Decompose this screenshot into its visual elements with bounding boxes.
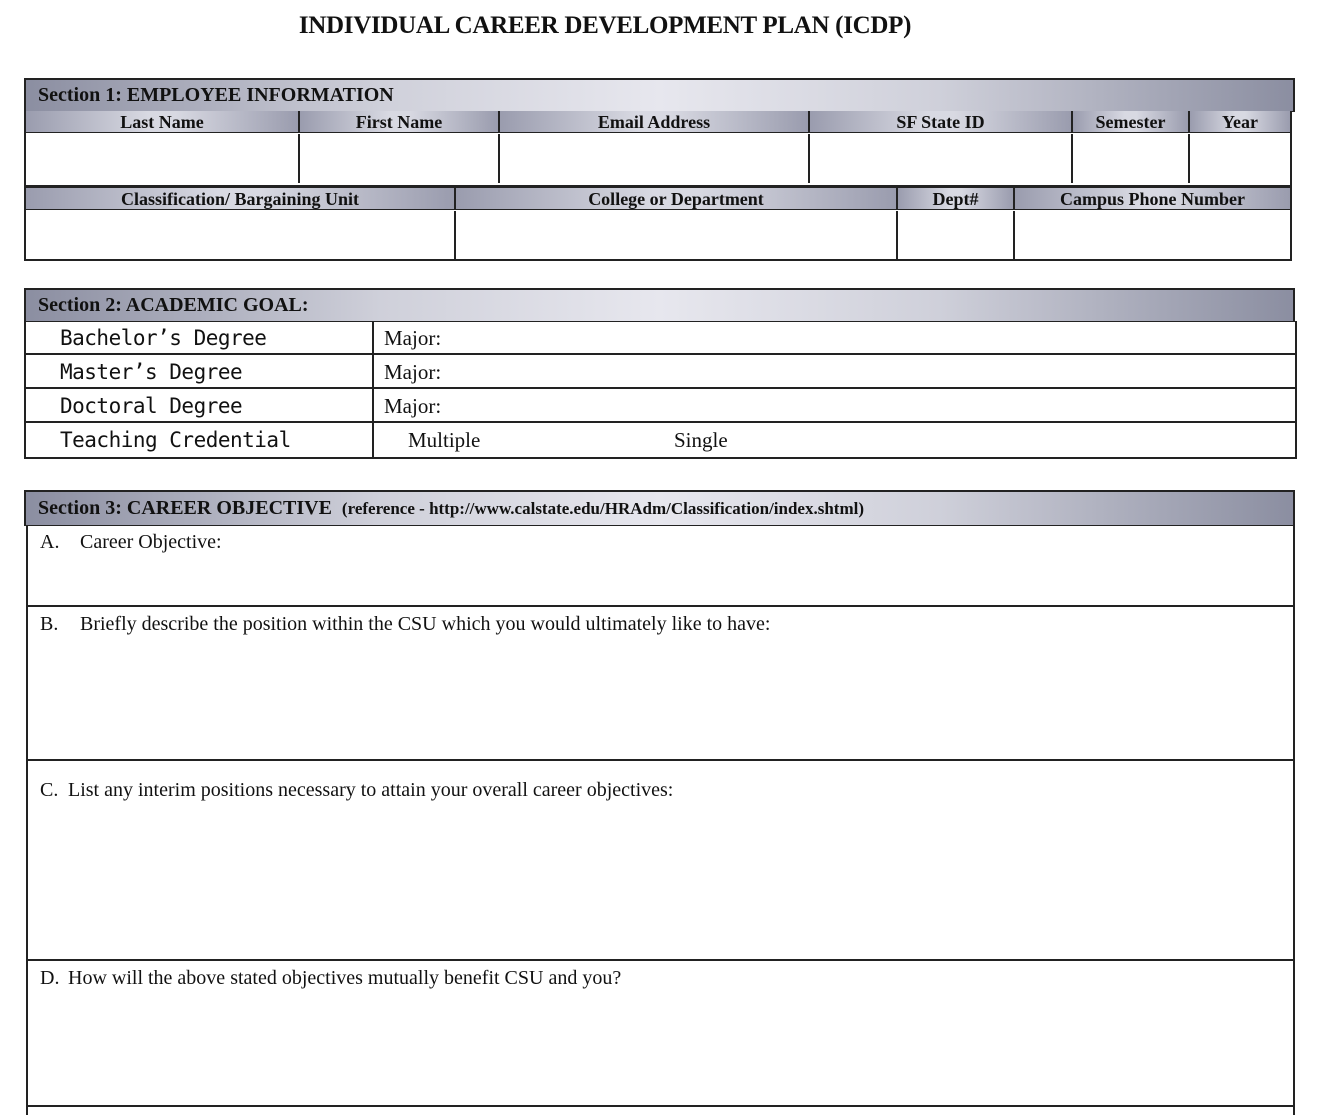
col-year: Year (1190, 111, 1290, 133)
academic-row-masters (26, 355, 1295, 389)
credential-single-option[interactable]: Single (674, 428, 728, 452)
column-divider (372, 389, 374, 421)
mutual-benefit-row[interactable] (28, 961, 1293, 1107)
section3-reference-link: (reference - http://www.calstate.edu/HRAdm/Classification/index.shtml) (341, 498, 864, 518)
last-name-field[interactable] (26, 134, 300, 183)
question-d-text: How will the above stated objectives mutually benefit CSU and you? (68, 967, 622, 989)
col-dept-number: Dept# (898, 188, 1015, 210)
employee-info-row2 (24, 186, 1292, 261)
section3-header (24, 490, 1295, 526)
teaching-credential-label: Teaching Credential (60, 428, 291, 452)
column-divider (372, 355, 374, 387)
dept-number-field[interactable] (898, 211, 1015, 259)
col-last-name: Last Name (26, 111, 300, 133)
doctoral-major-field[interactable]: Major: (384, 394, 442, 418)
col-sf-state-id: SF State ID (810, 111, 1073, 133)
section1-title: Section 1: EMPLOYEE INFORMATION (38, 84, 394, 106)
question-b-text: Briefly describe the position within the CSU which you would ultimately like to have: (80, 613, 771, 635)
first-name-field[interactable] (300, 134, 500, 183)
question-d-letter: D. (40, 967, 60, 989)
col-classification: Classification/ Bargaining Unit (26, 188, 456, 210)
doctoral-degree-label: Doctoral Degree (60, 394, 243, 418)
semester-field[interactable] (1073, 134, 1190, 183)
question-a (40, 531, 222, 554)
col-semester: Semester (1073, 111, 1190, 133)
academic-row-doctoral (26, 389, 1295, 423)
masters-major-field[interactable]: Major: (384, 360, 442, 384)
ultimate-position-row[interactable] (28, 607, 1293, 761)
academic-row-credential (26, 423, 1295, 457)
college-department-field[interactable] (456, 211, 898, 259)
question-c-letter: C. (40, 779, 59, 801)
bachelors-major-field[interactable]: Major: (384, 326, 442, 350)
sf-state-id-field[interactable] (810, 134, 1073, 183)
question-d (40, 967, 621, 990)
question-a-text: Career Objective: (80, 531, 222, 553)
question-a-letter: A. (40, 531, 60, 553)
classification-field[interactable] (26, 211, 456, 259)
interim-positions-row[interactable] (28, 761, 1293, 961)
masters-degree-label: Master’s Degree (60, 360, 243, 384)
bachelors-degree-label: Bachelor’s Degree (60, 326, 267, 350)
document-title: INDIVIDUAL CAREER DEVELOPMENT PLAN (ICDP) (298, 12, 912, 39)
col-college-department: College or Department (456, 188, 898, 210)
year-field[interactable] (1190, 134, 1290, 183)
question-b (40, 613, 770, 636)
question-b-letter: B. (40, 613, 59, 635)
academic-row-bachelors (26, 321, 1295, 355)
col-campus-phone: Campus Phone Number (1015, 188, 1290, 210)
career-objective-row[interactable] (28, 525, 1293, 607)
employee-info-row1 (24, 111, 1292, 187)
question-c-text: List any interim positions necessary to attain your overall career objectives: (68, 779, 674, 801)
section2-title: Section 2: ACADEMIC GOAL: (38, 294, 309, 316)
column-divider (372, 423, 374, 457)
career-objective-table (26, 525, 1295, 1115)
section3-title: Section 3: CAREER OBJECTIVE (38, 497, 332, 519)
question-c (40, 779, 673, 802)
email-address-field[interactable] (500, 134, 810, 183)
col-email-address: Email Address (500, 111, 810, 133)
campus-phone-field[interactable] (1015, 211, 1290, 259)
section2-header (24, 288, 1295, 322)
academic-goal-table (24, 321, 1297, 459)
credential-multiple-option[interactable]: Multiple (408, 428, 481, 452)
column-divider (372, 321, 374, 353)
col-first-name: First Name (300, 111, 500, 133)
section1-header (24, 78, 1295, 112)
